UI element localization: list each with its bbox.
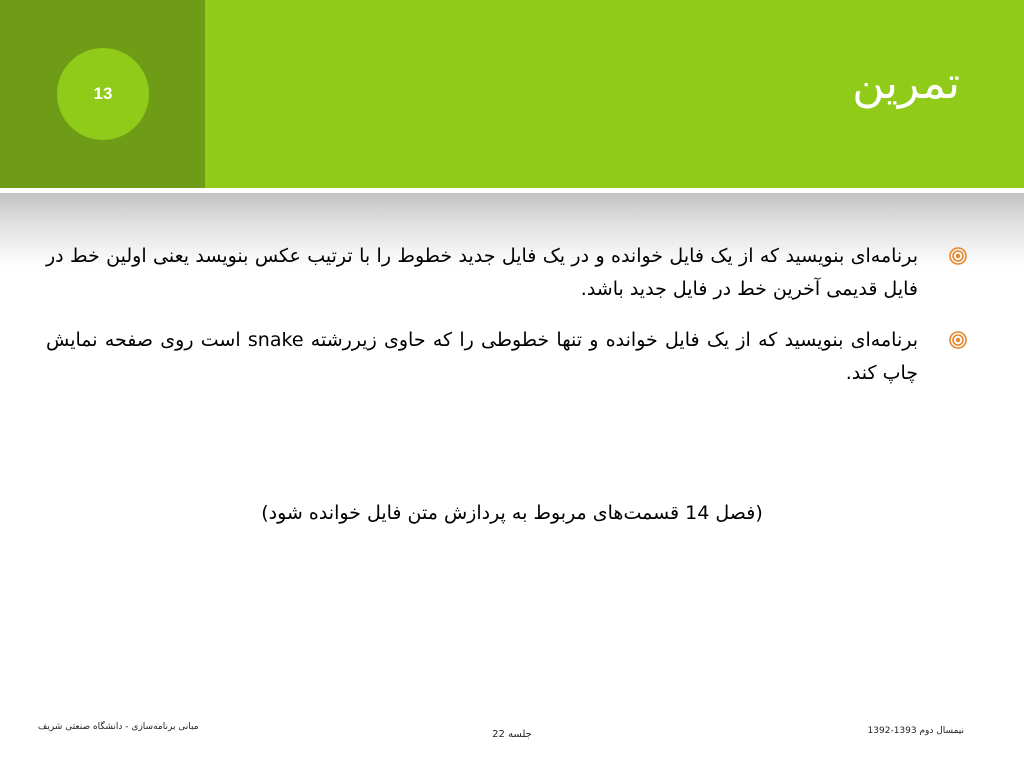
- bullet-text: برنامه‌ای بنویسید که از یک فایل خوانده و در یک فایل جدید خطوط را با ترتیب عکس بنویسد یعنی اولین خط در فایل قدیمی آخرین خط در فایل جدید باشد.: [46, 245, 918, 300]
- bullet-item: [46, 324, 968, 390]
- bullet-list: [46, 240, 968, 408]
- bullet-text: برنامه‌ای بنویسید که از یک فایل خوانده و تنها خطوطی را که حاوی زیررشته snake است روی صفحه نمایش چاپ کند.: [46, 329, 918, 384]
- chapter-note: (فصل 14 قسمت‌های مربوط به پردازش متن فایل خوانده شود): [261, 502, 763, 524]
- page-number-badge: [57, 48, 149, 140]
- footer-course: مبانی برنامه‌سازی - دانشگاه صنعتی شریف: [38, 722, 199, 732]
- concentric-circle-bullet-icon: [948, 246, 968, 266]
- footer-session: جلسه 22: [492, 729, 532, 740]
- page-number: 13: [93, 84, 113, 103]
- concentric-circle-bullet-icon: [948, 330, 968, 350]
- slide-title: تمرین: [852, 58, 960, 109]
- bullet-item: [46, 240, 968, 306]
- footer-semester: نیمسال دوم 1393-1392: [867, 726, 964, 736]
